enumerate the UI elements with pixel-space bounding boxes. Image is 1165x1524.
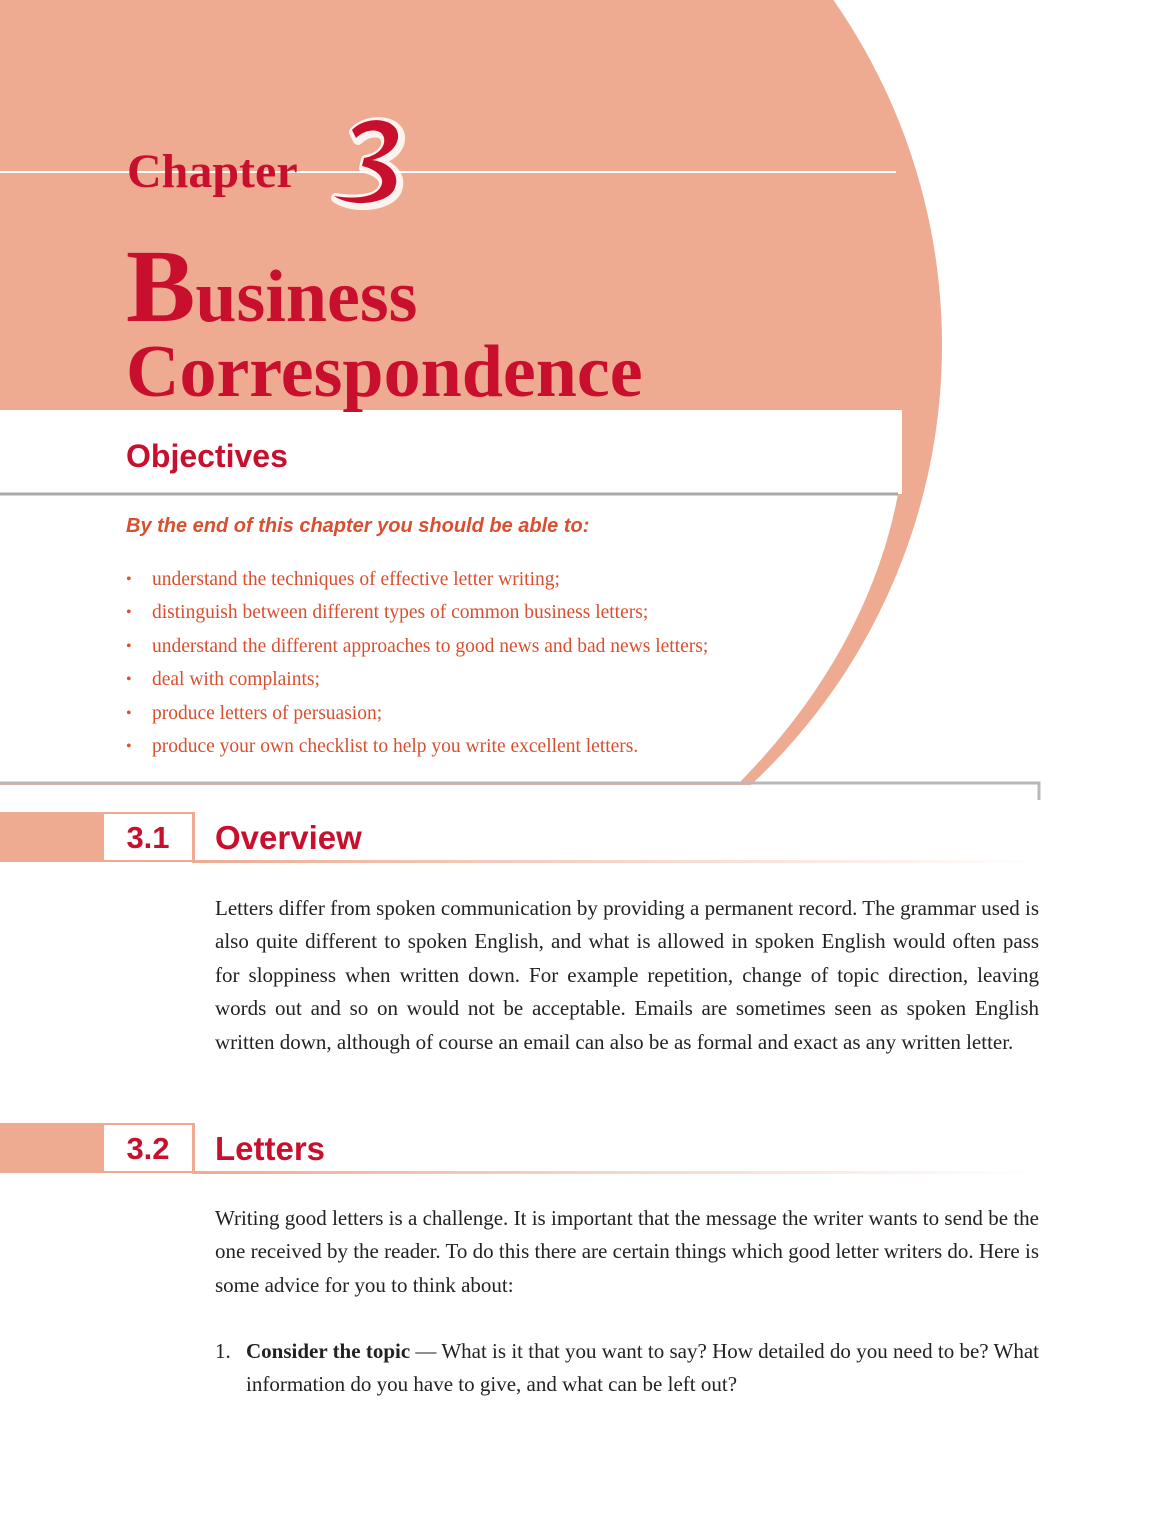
bullet-icon: • [126, 571, 132, 588]
advice-bold-lead: Consider the topic [246, 1339, 411, 1363]
advice-body: — What is it that you want to say? How detailed do you need to be? What information do you have to give, and what can be left out? [246, 1339, 1039, 1397]
title-initial: B [126, 229, 196, 344]
objective-item: • understand the techniques of effective letter writing; [126, 563, 846, 596]
section-title-letters: Letters [215, 1130, 326, 1167]
title-rest: usiness [195, 256, 418, 338]
chapter-title-line-2: Correspondence [126, 331, 643, 413]
objectives-list [126, 563, 846, 763]
bullet-icon: • [126, 704, 132, 722]
overview-paragraph: Letters differ from spoken communication by providing a permanent record. The grammar used is also quite different to spoken English, and what is allowed in spoken English would often pass for sloppiness when written down. For example repetition, change of topic direction, leaving words out and so on would not be acceptable. Emails are sometimes seen as spoken English written down, although of course an email can also be as formal and exact as any written letter. [215, 896, 1039, 1054]
bullet-icon: • [126, 637, 132, 655]
objective-item: • distinguish between different types of common business letters; [126, 596, 846, 629]
objective-item: • produce letters of persuasion; [126, 697, 846, 730]
letters-paragraph: Writing good letters is a challenge. It is important that the message the writer wants to send be the one received by the reader. To do this there are certain things which good letter writers do. Here is some advice for you to think about: [215, 1206, 1039, 1297]
objectives-heading: Objectives [126, 438, 288, 474]
objectives-intro: By the end of this chapter you should be able to: [126, 515, 590, 537]
chapter-label: Chapter [127, 145, 298, 198]
bullet-icon: • [126, 604, 132, 622]
section-title-overview: Overview [215, 819, 362, 856]
objective-item: • understand the different approaches to good news and bad news letters; [126, 630, 846, 663]
section-number-3-2: 3.2 [104, 1125, 192, 1171]
objective-item: • produce your own checklist to help you write excellent letters. [126, 730, 846, 763]
advice-item-1 [215, 1335, 1039, 1402]
advice-number: 1. [215, 1339, 231, 1363]
chapter-number-3 [322, 112, 412, 212]
chapter-title-line-1 [126, 229, 418, 344]
objective-item: • deal with complaints; [126, 663, 846, 696]
section-number-3-1: 3.1 [104, 814, 192, 860]
advice-text [246, 1335, 1039, 1402]
bullet-icon: • [126, 671, 132, 689]
bullet-icon: • [126, 738, 132, 756]
